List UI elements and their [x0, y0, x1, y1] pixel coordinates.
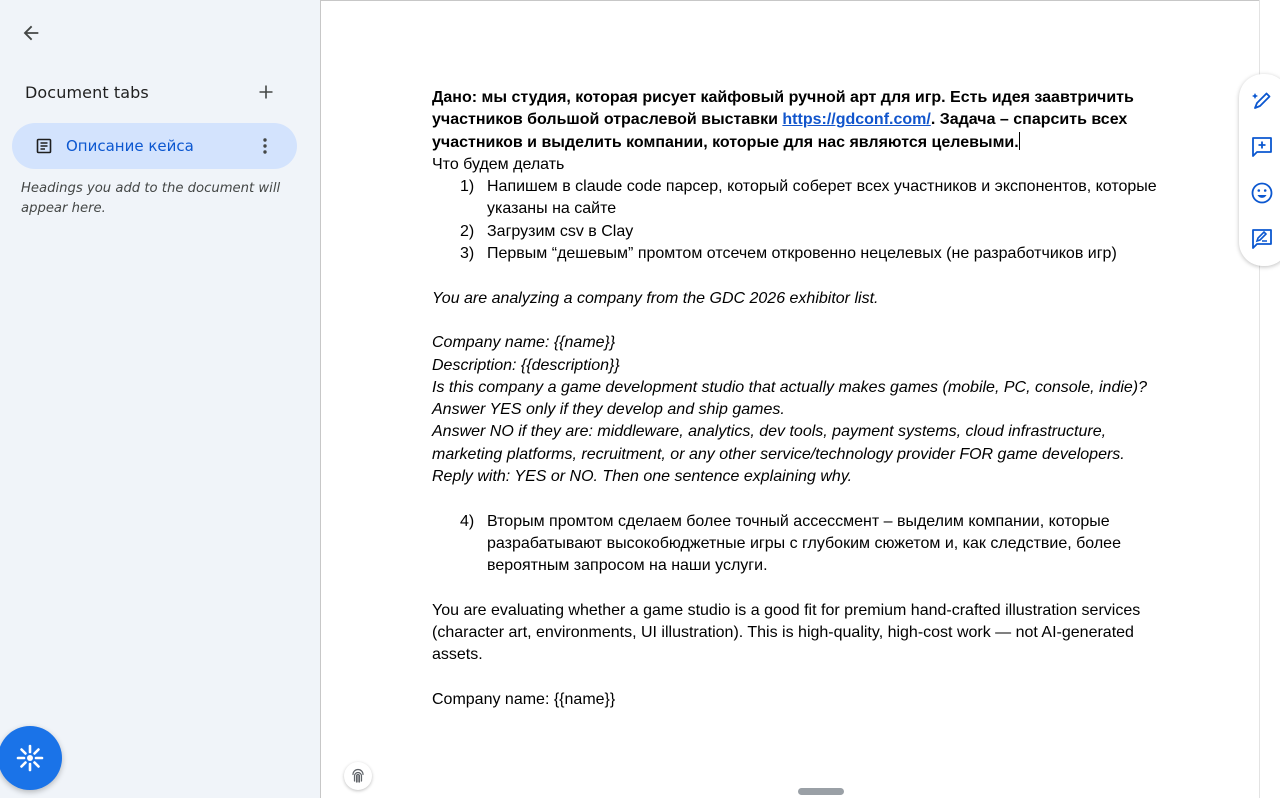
empty-line [432, 265, 1162, 287]
fingerprint-button[interactable] [344, 762, 372, 790]
arrow-back-icon [20, 22, 42, 44]
page-top-border [321, 0, 1260, 1]
prompt1-line: You are analyzing a company from the GDC 2026 exhibitor list. [432, 289, 879, 307]
prompt1-question: Is this company a game development studio that actually makes games (mobile, PC, console, indie)? [432, 378, 1148, 396]
intro-text-end: . Задача – спарсить всех участников и выделить компании, которые для нас являются целевыми. [432, 111, 1128, 151]
empty-line [432, 578, 1162, 600]
list-item [432, 176, 1162, 221]
gdconf-link[interactable]: https://gdconf.com/ [782, 111, 931, 129]
side-action-toolbar [1239, 74, 1280, 266]
list-number: 3) [460, 245, 475, 263]
list-item [432, 221, 1162, 243]
assistant-fab-button[interactable] [0, 726, 62, 790]
pencil-sparkle-icon [1250, 89, 1274, 113]
document-outline-sidebar [0, 0, 321, 798]
sparkle-burst-icon [15, 743, 45, 773]
list-item-text: Напишем в claude code парсер, который соберет всех участников и экспонентов, которые указаны на сайте [487, 178, 1157, 218]
suggest-edits-button[interactable] [1248, 225, 1276, 253]
document-body[interactable] [432, 87, 1162, 711]
empty-line [432, 310, 1162, 332]
prompt1-company-line: Company name: {{name}} [432, 334, 616, 352]
tab-item-case-description[interactable] [12, 123, 297, 169]
tab-more-options-button[interactable] [255, 135, 275, 157]
rate-review-icon [1250, 227, 1274, 251]
more-vert-icon [263, 138, 267, 154]
empty-line [432, 488, 1162, 510]
list-number: 2) [460, 222, 475, 240]
plus-icon [258, 84, 274, 100]
add-emoji-reaction-button[interactable] [1248, 179, 1276, 207]
intro-paragraph [432, 87, 1162, 154]
list-item-text: Вторым промтом сделаем более точный ассессмент – выделим компании, которые разрабатывают высокобюджетные игры с глубоким сюжетом и, как следствие, более вероятным запросом на наши услуги. [487, 512, 1121, 575]
emoji-icon [1250, 181, 1274, 205]
text-cursor [1019, 132, 1021, 150]
prompt2-line: You are evaluating whether a game studio is a good fit for premium hand-crafted illustration services (character art, environments, UI illustration). This is high-quality, high-cost work — not AI-generated assets. [432, 601, 1141, 664]
edit-suggest-button[interactable] [1248, 87, 1276, 115]
prompt1-reply-rule: Reply with: YES or NO. Then one sentence explaining why. [432, 468, 853, 486]
document-tabs-title: Document tabs [25, 83, 149, 102]
list-item-text: Загрузим csv в Clay [487, 222, 634, 240]
tab-item-label: Описание кейса [66, 137, 194, 155]
add-comment-button[interactable] [1248, 133, 1276, 161]
empty-line [432, 667, 1162, 689]
list-item [432, 511, 1162, 578]
headings-hint-text: Headings you add to the document will appear here. [21, 181, 281, 216]
plan-heading: Что будем делать [432, 155, 565, 173]
prompt1-description-line: Description: {{description}} [432, 356, 620, 374]
prompt1-yes-rule: Answer YES only if they develop and ship games. [432, 401, 785, 419]
intro-text: Дано: мы студия, которая рисует кайфовый ручной арт для игр. Есть идея заавтричить участников большой отраслевой выставки [432, 89, 1134, 129]
fingerprint-icon [350, 768, 366, 784]
list-number: 4) [460, 512, 475, 530]
list-item-text: Первым “дешевым” промтом отсечем откровенно нецелевых (не разработчиков игр) [487, 245, 1117, 263]
list-number: 1) [460, 178, 475, 196]
document-icon [35, 137, 53, 155]
scroll-handle[interactable] [798, 788, 844, 795]
add-tab-button[interactable] [254, 80, 278, 104]
steps-list-continued [432, 511, 1162, 578]
list-item [432, 243, 1162, 265]
steps-list [432, 176, 1162, 265]
add-comment-icon [1250, 135, 1274, 159]
prompt2-company-line: Company name: {{name}} [432, 691, 616, 709]
back-button[interactable] [14, 18, 48, 48]
prompt1-no-rule: Answer NO if they are: middleware, analytics, dev tools, payment systems, cloud infrastructure, marketing platforms, recruitment, or any other service/technology provider FOR game developers. [432, 423, 1125, 463]
